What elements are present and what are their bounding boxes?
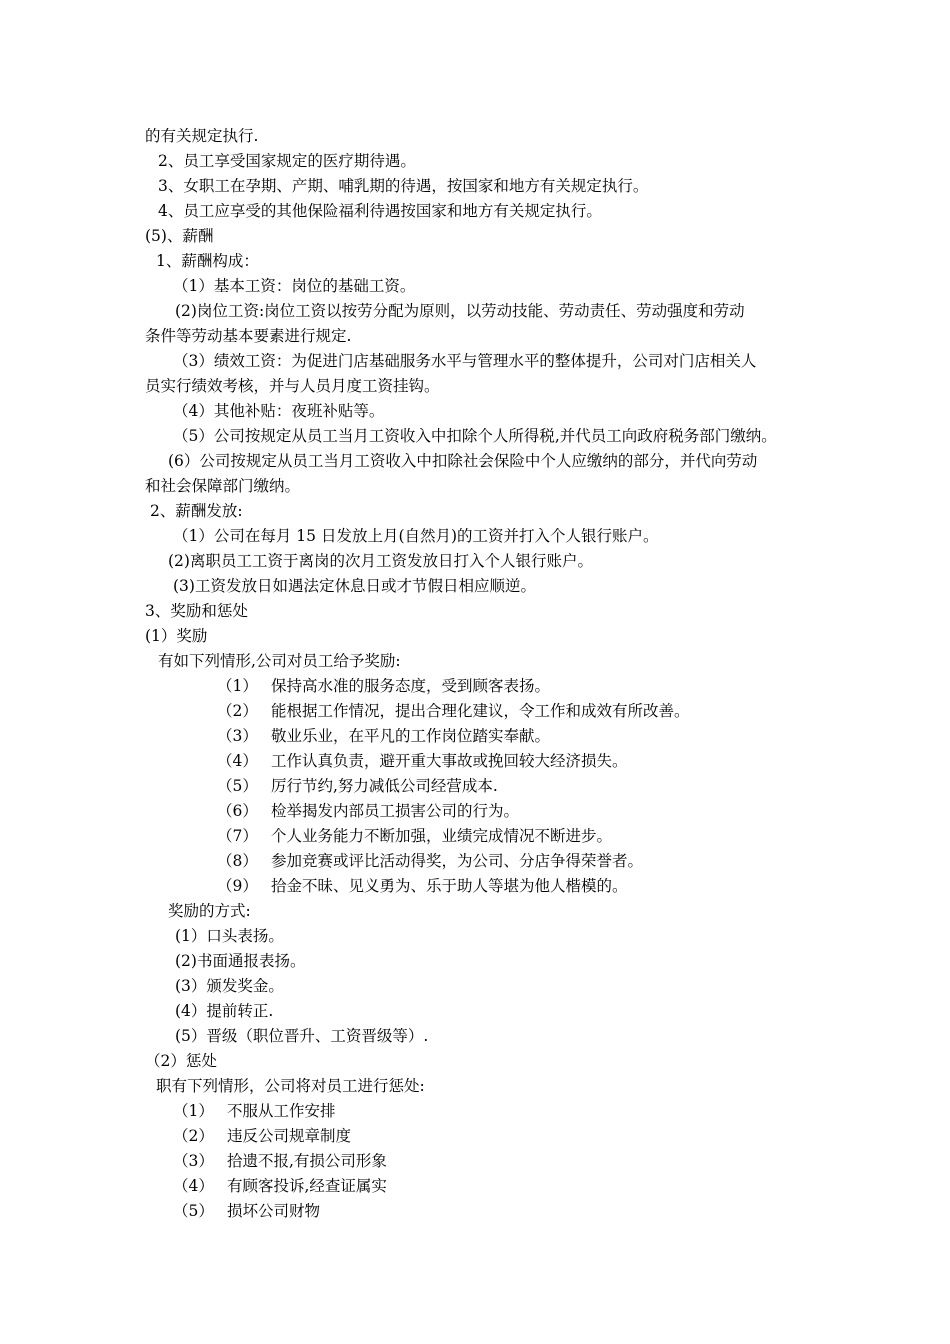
list-number: （4）	[173, 1177, 214, 1195]
list-item	[173, 1176, 387, 1196]
list-text: 不服从工作安排	[227, 1102, 336, 1120]
list-item	[217, 776, 498, 796]
text-line: （1）基本工资：岗位的基础工资。	[173, 277, 416, 295]
list-text: 个人业务能力不断加强，业绩完成情况不断进步。	[271, 827, 613, 845]
list-number: （3）	[217, 727, 258, 745]
section-heading: 3、奖励和惩处	[145, 602, 248, 620]
list-number: （1）	[173, 1102, 214, 1120]
list-item	[217, 676, 550, 696]
list-text: 保持高水准的服务态度，受到顾客表扬。	[271, 677, 551, 695]
subsection-heading: (1）奖励	[145, 627, 208, 645]
list-number: （7）	[217, 827, 258, 845]
text-line: 员实行绩效考核，并与人员月度工资挂钩。	[145, 377, 440, 395]
list-number: （4）	[217, 752, 258, 770]
text-line: （1）公司在每月 15 日发放上月(自然月)的工资并打入个人银行账户。	[173, 527, 659, 545]
list-item	[173, 1126, 351, 1146]
text-line: 有如下列情形,公司对员工给予奖励:	[158, 652, 401, 670]
list-text: 厉行节约,努力减低公司经营成本.	[271, 777, 498, 795]
list-text: 参加竞赛或评比活动得奖，为公司、分店争得荣誉者。	[271, 852, 644, 870]
text-line: 4、员工应享受的其他保险福利待遇按国家和地方有关规定执行。	[158, 202, 602, 220]
text-line: 的有关规定执行.	[145, 127, 259, 145]
list-text: 拾金不昧、见义勇为、乐于助人等堪为他人楷模的。	[271, 877, 628, 895]
list-item	[217, 851, 643, 871]
text-line: (6）公司按规定从员工当月工资收入中扣除社会保险中个人应缴纳的部分，并代向劳动	[168, 452, 758, 470]
text-line: 职有下列情形，公司将对员工进行惩处:	[156, 1077, 425, 1095]
list-text: 损坏公司财物	[227, 1202, 321, 1220]
list-item	[217, 751, 628, 771]
list-number: （2）	[217, 702, 258, 720]
list-text: 能根据工作情况，提出合理化建议，令工作和成效有所改善。	[271, 702, 690, 720]
list-item: (2)书面通报表扬。	[175, 952, 306, 970]
list-text: 工作认真负责，避开重大事故或挽回较大经济损失。	[271, 752, 628, 770]
list-number: （9）	[217, 877, 258, 895]
list-item	[217, 726, 550, 746]
text-line: (2)岗位工资:岗位工资以按劳分配为原则，以劳动技能、劳动责任、劳动强度和劳动	[175, 302, 745, 320]
list-number: （1）	[217, 677, 258, 695]
list-item: (1）口头表扬。	[175, 927, 284, 945]
list-text: 有顾客投诉,经查证属实	[227, 1177, 387, 1195]
list-item	[217, 826, 612, 846]
text-line: （4）其他补贴：夜班补贴等。	[173, 402, 385, 420]
list-text: 违反公司规章制度	[227, 1127, 352, 1145]
text-line: （3）绩效工资：为促进门店基础服务水平与管理水平的整体提升，公司对门店相关人	[173, 352, 757, 370]
text-line: （5）公司按规定从员工当月工资收入中扣除个人所得税,并代员工向政府税务部门缴纳。	[173, 427, 777, 445]
section-heading: (5)、薪酬	[145, 227, 214, 245]
text-line: 和社会保障部门缴纳。	[145, 477, 301, 495]
subsection-heading: 2、薪酬发放:	[150, 502, 243, 520]
list-text: 敬业乐业，在平凡的工作岗位踏实奉献。	[271, 727, 551, 745]
list-text: 检举揭发内部员工损害公司的行为。	[271, 802, 520, 820]
list-text: 拾遗不报,有损公司形象	[227, 1152, 387, 1170]
text-line: 2、员工享受国家规定的医疗期待遇。	[158, 152, 416, 170]
subsection-heading: （2）惩处	[145, 1052, 217, 1070]
text-line: (3)工资发放日如遇法定休息日或才节假日相应顺逆。	[173, 577, 536, 595]
list-number: （6）	[217, 802, 258, 820]
list-item	[173, 1101, 336, 1121]
subsection-heading: 1、薪酬构成：	[156, 252, 259, 270]
list-item	[217, 701, 690, 721]
list-item	[217, 801, 519, 821]
list-item: (4）提前转正.	[175, 1002, 274, 1020]
text-line: (2)离职员工工资于离岗的次月工资发放日打入个人银行账户。	[168, 552, 593, 570]
text-line: 奖励的方式:	[168, 902, 251, 920]
list-number: （3）	[173, 1152, 214, 1170]
list-item: (3）颁发奖金。	[175, 977, 284, 995]
list-number: （8）	[217, 852, 258, 870]
list-number: （2）	[173, 1127, 214, 1145]
list-item: (5）晋级（职位晋升、工资晋级等）.	[175, 1027, 429, 1045]
text-line: 条件等劳动基本要素进行规定.	[145, 327, 352, 345]
text-line: 3、女职工在孕期、产期、哺乳期的待遇，按国家和地方有关规定执行。	[158, 177, 649, 195]
list-number: （5）	[173, 1202, 214, 1220]
list-item	[217, 876, 628, 896]
list-item	[173, 1201, 320, 1221]
list-number: （5）	[217, 777, 258, 795]
list-item	[173, 1151, 387, 1171]
